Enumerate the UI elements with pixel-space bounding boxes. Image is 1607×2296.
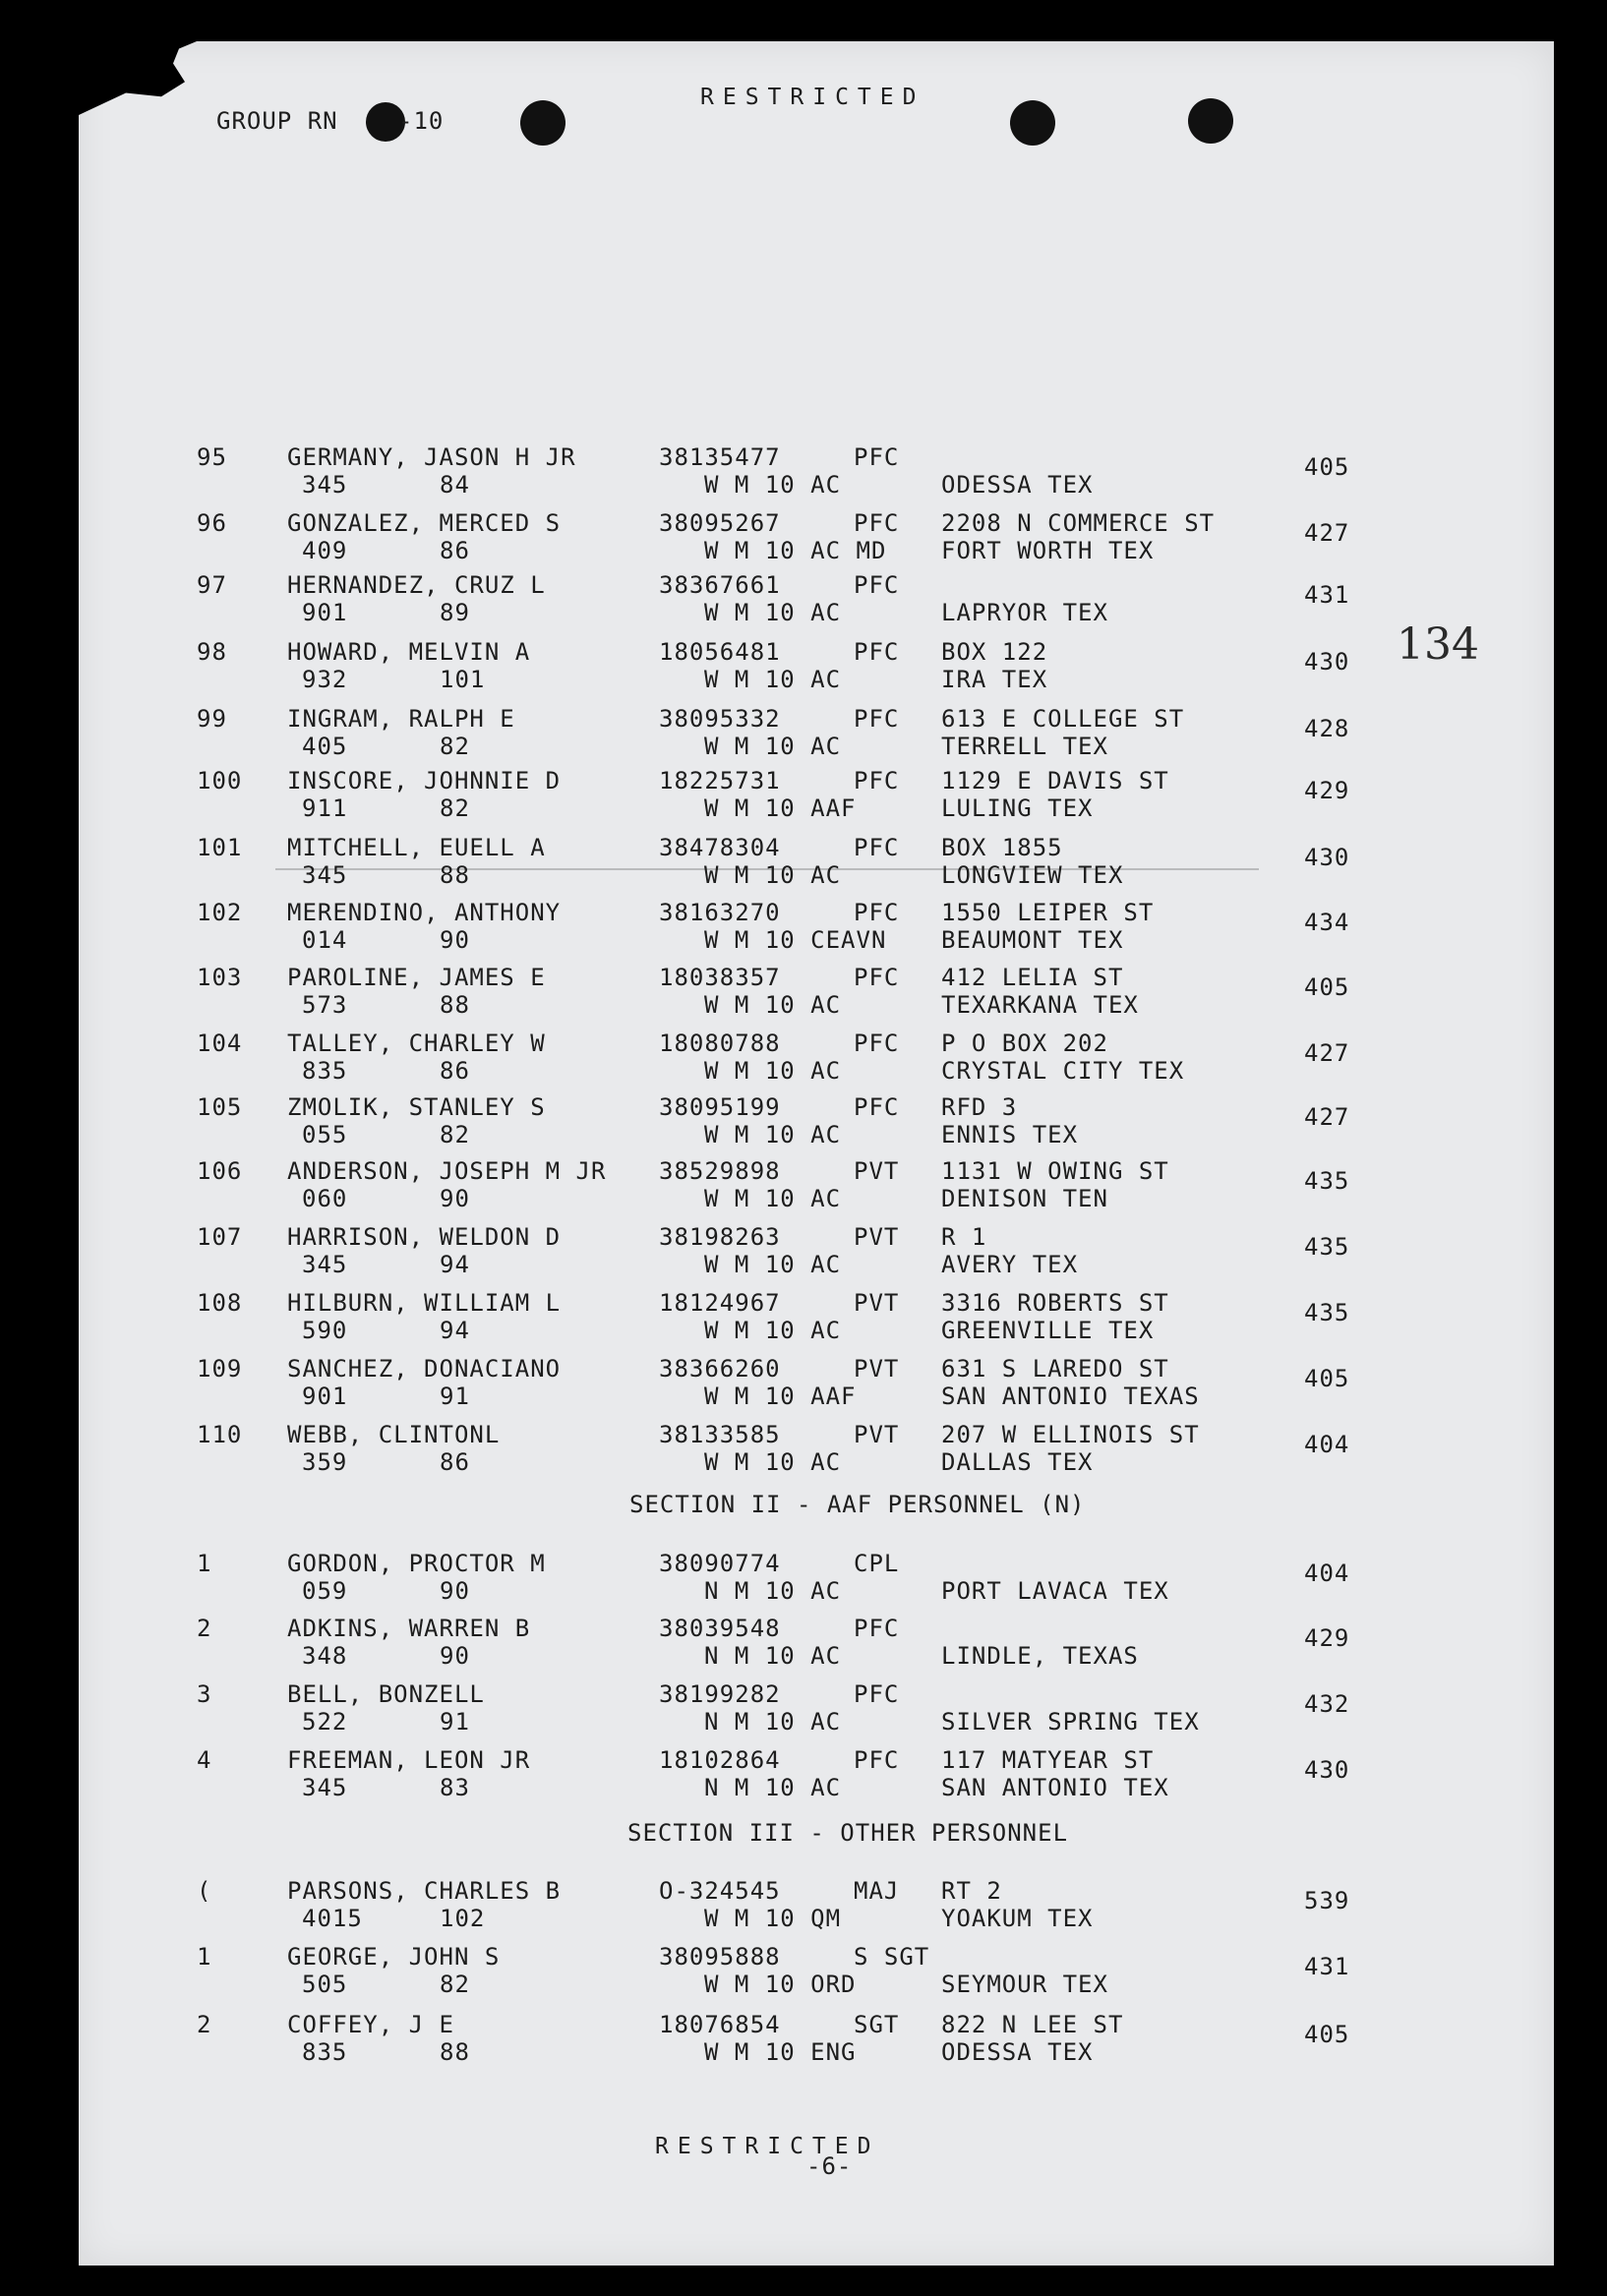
cell-serial: 38199282 (659, 1680, 781, 1708)
cell-val: 404 (1304, 1431, 1350, 1458)
cell-code: W M 10 AC (704, 599, 842, 626)
cell-serial: 18102864 (659, 1746, 781, 1774)
cell-addr2: AVERY TEX (941, 1251, 1079, 1278)
cell-b: 101 (440, 666, 486, 693)
cell-a: 505 (302, 1971, 348, 1998)
cell-name: BELL, BONZELL (287, 1680, 485, 1708)
cell-num: 3 (197, 1680, 212, 1708)
cell-a: 345 (302, 1774, 348, 1801)
punch-hole (520, 100, 565, 146)
cell-val: 405 (1304, 453, 1350, 481)
cell-addr1: R 1 (941, 1223, 987, 1251)
cell-addr2: ODESSA TEX (941, 471, 1094, 499)
cell-val: 435 (1304, 1167, 1350, 1195)
cell-addr2: PORT LAVACA TEX (941, 1577, 1169, 1605)
cell-val: 432 (1304, 1690, 1350, 1718)
cell-b: 82 (440, 1971, 470, 1998)
cell-rank: S SGT (854, 1943, 930, 1971)
cell-rank: PFC (854, 964, 900, 991)
cell-num: 1 (197, 1943, 212, 1971)
cell-addr2: DALLAS TEX (941, 1448, 1094, 1476)
cell-b: 102 (440, 1905, 486, 1932)
cell-b: 89 (440, 599, 470, 626)
cell-a: 573 (302, 991, 348, 1019)
cell-code: W M 10 AC (704, 1185, 842, 1212)
cell-serial: 38367661 (659, 571, 781, 599)
cell-code: W M 10 CEAVN (704, 926, 887, 954)
cell-num: 95 (197, 443, 227, 471)
cell-addr1: 1131 W OWING ST (941, 1157, 1169, 1185)
cell-code: W M 10 AAF (704, 795, 857, 822)
cell-code: N M 10 AC (704, 1774, 842, 1801)
cell-code: W M 10 AC (704, 1057, 842, 1085)
cell-a: 059 (302, 1577, 348, 1605)
cell-code: W M 10 AC (704, 1251, 842, 1278)
cell-num: 106 (197, 1157, 243, 1185)
cell-rank: PFC (854, 1030, 900, 1057)
cell-val: 430 (1304, 844, 1350, 871)
cell-num: ( (197, 1877, 212, 1905)
cell-rank: PFC (854, 509, 900, 537)
cell-a: 345 (302, 471, 348, 499)
cell-name: GORDON, PROCTOR M (287, 1550, 546, 1577)
cell-a: 522 (302, 1708, 348, 1736)
cell-code: W M 10 ORD (704, 1971, 857, 1998)
cell-val: 429 (1304, 1624, 1350, 1652)
cell-rank: PFC (854, 705, 900, 733)
cell-serial: 38163270 (659, 899, 781, 926)
cell-a: 359 (302, 1448, 348, 1476)
cell-num: 100 (197, 767, 243, 795)
cell-rank: PFC (854, 571, 900, 599)
cell-val: 405 (1304, 973, 1350, 1001)
cell-serial: 38135477 (659, 443, 781, 471)
cell-num: 97 (197, 571, 227, 599)
cell-serial: 18124967 (659, 1289, 781, 1317)
cell-a: 4015 (302, 1905, 363, 1932)
cell-name: PAROLINE, JAMES E (287, 964, 546, 991)
cell-rank: PFC (854, 638, 900, 666)
cell-b: 88 (440, 861, 470, 889)
cell-addr1: 1129 E DAVIS ST (941, 767, 1169, 795)
cell-serial: 38366260 (659, 1355, 781, 1383)
cell-rank: CPL (854, 1550, 900, 1577)
cell-rank: PFC (854, 899, 900, 926)
cell-name: GERMANY, JASON H JR (287, 443, 576, 471)
cell-addr1: BOX 122 (941, 638, 1048, 666)
cell-a: 901 (302, 599, 348, 626)
cell-rank: PFC (854, 767, 900, 795)
cell-val: 404 (1304, 1560, 1350, 1587)
punch-hole (1010, 100, 1055, 146)
cell-code: N M 10 AC (704, 1708, 842, 1736)
cell-addr2: LINDLE, TEXAS (941, 1642, 1139, 1670)
cell-name: SANCHEZ, DONACIANO (287, 1355, 562, 1383)
cell-b: 88 (440, 991, 470, 1019)
cell-b: 90 (440, 1642, 470, 1670)
section-3-heading: SECTION III - OTHER PERSONNEL (627, 1819, 1069, 1847)
cell-addr2: YOAKUM TEX (941, 1905, 1094, 1932)
margin-page-number: 134 (1397, 619, 1479, 670)
cell-addr2: BEAUMONT TEX (941, 926, 1124, 954)
cell-addr1: 631 S LAREDO ST (941, 1355, 1169, 1383)
cell-num: 110 (197, 1421, 243, 1448)
cell-addr2: LONGVIEW TEX (941, 861, 1124, 889)
cell-name: MERENDINO, ANTHONY (287, 899, 562, 926)
cell-val: 435 (1304, 1233, 1350, 1261)
cell-addr1: 412 LELIA ST (941, 964, 1124, 991)
cell-b: 82 (440, 795, 470, 822)
cell-num: 102 (197, 899, 243, 926)
cell-a: 409 (302, 537, 348, 564)
cell-num: 96 (197, 509, 227, 537)
cell-val: 539 (1304, 1887, 1350, 1914)
cell-a: 901 (302, 1383, 348, 1410)
cell-val: 431 (1304, 581, 1350, 609)
cell-num: 2 (197, 2011, 212, 2038)
cell-num: 104 (197, 1030, 243, 1057)
page-number: -6- (806, 2152, 853, 2180)
cell-a: 060 (302, 1185, 348, 1212)
cell-a: 911 (302, 795, 348, 822)
cell-val: 427 (1304, 1039, 1350, 1067)
cell-code: W M 10 AC (704, 733, 842, 760)
cell-code: W M 10 AAF (704, 1383, 857, 1410)
cell-serial: 38198263 (659, 1223, 781, 1251)
cell-code: W M 10 AC (704, 861, 842, 889)
cell-code: N M 10 AC (704, 1577, 842, 1605)
cell-num: 103 (197, 964, 243, 991)
cell-rank: MAJ (854, 1877, 900, 1905)
cell-code: W M 10 AC (704, 1317, 842, 1344)
cell-rank: SGT (854, 2011, 900, 2038)
cell-b: 94 (440, 1317, 470, 1344)
cell-num: 108 (197, 1289, 243, 1317)
cell-serial: 38529898 (659, 1157, 781, 1185)
cell-val: 430 (1304, 648, 1350, 676)
cell-name: GONZALEZ, MERCED S (287, 509, 562, 537)
cell-b: 82 (440, 733, 470, 760)
cell-addr1: P O BOX 202 (941, 1030, 1108, 1057)
cell-serial: 18225731 (659, 767, 781, 795)
cell-code: W M 10 AC (704, 1448, 842, 1476)
cell-addr1: RFD 3 (941, 1093, 1018, 1121)
cell-num: 1 (197, 1550, 212, 1577)
cell-addr2: SAN ANTONIO TEX (941, 1774, 1169, 1801)
cell-code: W M 10 AC (704, 666, 842, 693)
cell-num: 2 (197, 1615, 212, 1642)
cell-code: W M 10 QM (704, 1905, 842, 1932)
cell-val: 427 (1304, 519, 1350, 547)
cell-addr1: 117 MATYEAR ST (941, 1746, 1155, 1774)
cell-b: 91 (440, 1383, 470, 1410)
cell-addr2: TEXARKANA TEX (941, 991, 1139, 1019)
cell-addr2: TERRELL TEX (941, 733, 1108, 760)
cell-serial: O-324545 (659, 1877, 781, 1905)
cell-addr2: GREENVILLE TEX (941, 1317, 1155, 1344)
cell-name: WEBB, CLINTONL (287, 1421, 501, 1448)
cell-serial: 38095332 (659, 705, 781, 733)
cell-serial: 18076854 (659, 2011, 781, 2038)
cell-serial: 38039548 (659, 1615, 781, 1642)
cell-serial: 18080788 (659, 1030, 781, 1057)
cell-addr2: IRA TEX (941, 666, 1048, 693)
cell-code: W M 10 AC MD (704, 537, 887, 564)
cell-rank: PVT (854, 1289, 900, 1317)
footer-classification: RESTRICTED (655, 2134, 880, 2159)
cell-val: 434 (1304, 909, 1350, 936)
cell-addr2: LAPRYOR TEX (941, 599, 1108, 626)
cell-a: 055 (302, 1121, 348, 1148)
cell-name: HARRISON, WELDON D (287, 1223, 562, 1251)
cell-a: 345 (302, 1251, 348, 1278)
cell-name: HILBURN, WILLIAM L (287, 1289, 562, 1317)
cell-name: GEORGE, JOHN S (287, 1943, 501, 1971)
cell-rank: PVT (854, 1355, 900, 1383)
cell-name: PARSONS, CHARLES B (287, 1877, 562, 1905)
cell-b: 90 (440, 1185, 470, 1212)
cell-val: 435 (1304, 1299, 1350, 1326)
cell-num: 99 (197, 705, 227, 733)
cell-b: 83 (440, 1774, 470, 1801)
cell-val: 431 (1304, 1953, 1350, 1980)
cell-serial: 18038357 (659, 964, 781, 991)
cell-addr2: SEYMOUR TEX (941, 1971, 1108, 1998)
cell-addr1: RT 2 (941, 1877, 1002, 1905)
cell-b: 90 (440, 1577, 470, 1605)
cell-addr1: 207 W ELLINOIS ST (941, 1421, 1200, 1448)
cell-rank: PFC (854, 1680, 900, 1708)
cell-name: INGRAM, RALPH E (287, 705, 515, 733)
group-suffix: -10 (398, 107, 445, 135)
cell-serial: 38095267 (659, 509, 781, 537)
cell-val: 405 (1304, 1365, 1350, 1392)
cell-b: 84 (440, 471, 470, 499)
cell-code: W M 10 AC (704, 991, 842, 1019)
cell-b: 86 (440, 1057, 470, 1085)
cell-serial: 38133585 (659, 1421, 781, 1448)
cell-rank: PFC (854, 1746, 900, 1774)
cell-serial: 18056481 (659, 638, 781, 666)
cell-b: 82 (440, 1121, 470, 1148)
cell-name: MITCHELL, EUELL A (287, 834, 546, 861)
cell-a: 835 (302, 1057, 348, 1085)
cell-serial: 38095199 (659, 1093, 781, 1121)
cell-b: 94 (440, 1251, 470, 1278)
cell-addr1: 2208 N COMMERCE ST (941, 509, 1216, 537)
cell-a: 405 (302, 733, 348, 760)
cell-name: COFFEY, J E (287, 2011, 454, 2038)
cell-serial: 38095888 (659, 1943, 781, 1971)
cell-code: W M 10 AC (704, 1121, 842, 1148)
group-label: GROUP RN (216, 107, 338, 135)
cell-addr2: DENISON TEN (941, 1185, 1108, 1212)
cell-b: 91 (440, 1708, 470, 1736)
cell-val: 428 (1304, 715, 1350, 742)
cell-a: 590 (302, 1317, 348, 1344)
cell-name: INSCORE, JOHNNIE D (287, 767, 562, 795)
cell-addr2: CRYSTAL CITY TEX (941, 1057, 1185, 1085)
cell-val: 427 (1304, 1103, 1350, 1131)
cell-b: 90 (440, 926, 470, 954)
punch-hole (1188, 98, 1233, 144)
section-2-heading: SECTION II - AAF PERSONNEL (N) (629, 1491, 1086, 1518)
cell-name: ADKINS, WARREN B (287, 1615, 531, 1642)
cell-addr2: SILVER SPRING TEX (941, 1708, 1200, 1736)
cell-addr2: ODESSA TEX (941, 2038, 1094, 2066)
cell-rank: PVT (854, 1157, 900, 1185)
cell-addr1: 1550 LEIPER ST (941, 899, 1155, 926)
cell-a: 835 (302, 2038, 348, 2066)
cell-num: 4 (197, 1746, 212, 1774)
cell-serial: 38478304 (659, 834, 781, 861)
cell-addr2: LULING TEX (941, 795, 1094, 822)
cell-addr1: 613 E COLLEGE ST (941, 705, 1185, 733)
cell-code: W M 10 AC (704, 471, 842, 499)
cell-addr1: BOX 1855 (941, 834, 1063, 861)
cell-rank: PFC (854, 443, 900, 471)
cell-a: 932 (302, 666, 348, 693)
cell-rank: PVT (854, 1223, 900, 1251)
cell-b: 86 (440, 1448, 470, 1476)
cell-val: 405 (1304, 2021, 1350, 2048)
cell-name: TALLEY, CHARLEY W (287, 1030, 546, 1057)
cell-a: 348 (302, 1642, 348, 1670)
cell-addr1: 822 N LEE ST (941, 2011, 1124, 2038)
cell-name: ANDERSON, JOSEPH M JR (287, 1157, 607, 1185)
cell-num: 109 (197, 1355, 243, 1383)
cell-rank: PFC (854, 834, 900, 861)
cell-rank: PVT (854, 1421, 900, 1448)
cell-addr2: ENNIS TEX (941, 1121, 1079, 1148)
cell-a: 345 (302, 861, 348, 889)
cell-code: N M 10 AC (704, 1642, 842, 1670)
cell-addr1: 3316 ROBERTS ST (941, 1289, 1169, 1317)
cell-serial: 38090774 (659, 1550, 781, 1577)
cell-addr2: SAN ANTONIO TEXAS (941, 1383, 1200, 1410)
cell-b: 86 (440, 537, 470, 564)
cell-code: W M 10 ENG (704, 2038, 857, 2066)
cell-val: 430 (1304, 1756, 1350, 1784)
cell-num: 101 (197, 834, 243, 861)
cell-name: ZMOLIK, STANLEY S (287, 1093, 546, 1121)
cell-rank: PFC (854, 1615, 900, 1642)
cell-val: 429 (1304, 777, 1350, 804)
cell-name: HOWARD, MELVIN A (287, 638, 531, 666)
cell-num: 107 (197, 1223, 243, 1251)
cell-addr2: FORT WORTH TEX (941, 537, 1155, 564)
cell-num: 98 (197, 638, 227, 666)
cell-name: HERNANDEZ, CRUZ L (287, 571, 546, 599)
cell-a: 014 (302, 926, 348, 954)
header-classification: RESTRICTED (700, 85, 925, 110)
cell-num: 105 (197, 1093, 243, 1121)
cell-name: FREEMAN, LEON JR (287, 1746, 531, 1774)
cell-rank: PFC (854, 1093, 900, 1121)
cell-b: 88 (440, 2038, 470, 2066)
